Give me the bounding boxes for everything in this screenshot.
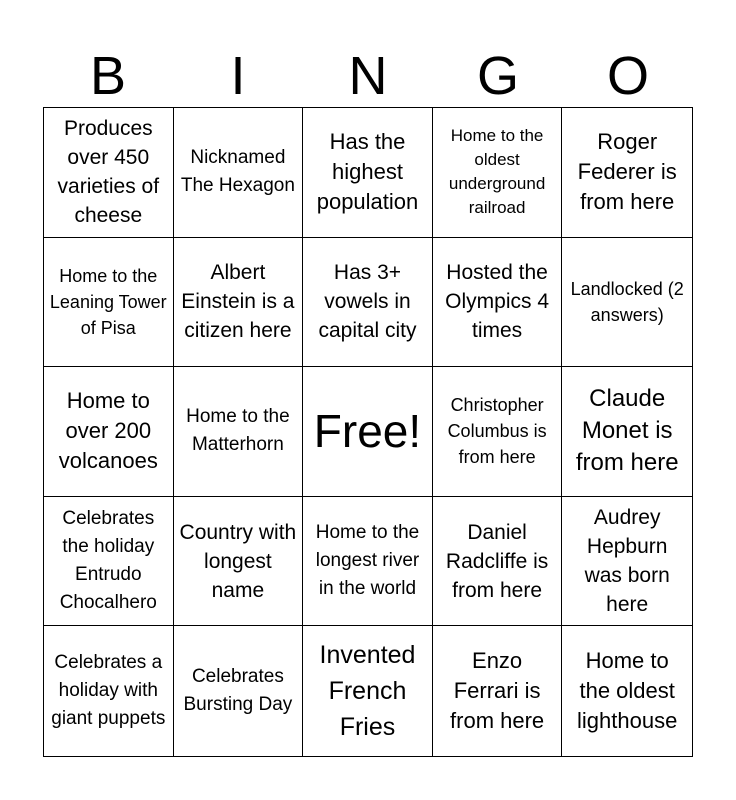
bingo-cell[interactable] [433,238,563,368]
bingo-cell-text: Has 3+ vowels in capital city [318,261,417,343]
bingo-cell[interactable] [433,108,563,238]
bingo-cell[interactable] [562,497,692,627]
bingo-cell-text: Has the highest population [316,129,419,215]
bingo-cell[interactable] [44,626,174,756]
bingo-cell-text: Daniel Radcliffe is from here [445,520,549,602]
bingo-cell[interactable] [303,238,433,368]
bingo-cell-text: Landlocked (2 answers) [570,278,684,325]
bingo-cell-text: Celebrates a holiday with giant puppets [51,652,166,730]
bingo-cell-text: Roger Federer is from here [577,129,677,215]
bingo-cell[interactable] [433,497,563,627]
bingo-cell[interactable] [562,108,692,238]
free-space[interactable] [303,367,433,497]
bingo-cell[interactable] [44,238,174,368]
header-letter-g: G [476,46,519,106]
bingo-cell-text: Nicknamed The Hexagon [180,147,295,197]
bingo-cell[interactable] [174,497,304,627]
bingo-cell[interactable] [174,626,304,756]
bingo-cell-text: Produces over 450 varieties of cheese [57,117,160,228]
bingo-cell-text: Country with longest name [179,520,297,602]
bingo-cell[interactable] [433,626,563,756]
header-letter-i: I [230,46,246,106]
bingo-cell[interactable] [174,367,304,497]
bingo-cell[interactable] [174,238,304,368]
bingo-cell[interactable] [303,108,433,238]
bingo-cell-text: Home to the longest river in the world [315,522,420,600]
header-letter-o: O [606,46,649,106]
bingo-cell[interactable] [44,108,174,238]
bingo-cell-text: Home to the oldest underground railroad [448,126,546,218]
bingo-cell[interactable] [303,626,433,756]
bingo-cell-text: Audrey Hepburn was born here [584,506,670,617]
bingo-cell-text: Celebrates the holiday Entrudo Chocalhero [59,508,157,614]
bingo-cell[interactable] [44,367,174,497]
bingo-cell-text: Hosted the Olympics 4 times [445,261,550,343]
bingo-cell[interactable] [433,367,563,497]
bingo-cell-text: Celebrates Bursting Day [183,666,293,716]
bingo-cell[interactable] [562,238,692,368]
bingo-cell-text: Invented French Fries [319,641,416,742]
bingo-cell-text: Home to the Leaning Tower of Pisa [49,265,167,338]
bingo-cell[interactable] [303,497,433,627]
bingo-cell-text: Christopher Columbus is from here [447,395,547,468]
bingo-cell-text: Enzo Ferrari is from here [450,648,545,734]
bingo-cell[interactable] [174,108,304,238]
bingo-header [43,44,693,108]
free-space-text: Free! [313,405,422,458]
bingo-board [43,107,693,757]
bingo-cell-text: Home to over 200 volcanoes [58,388,158,474]
bingo-cell-text: Claude Monet is from here [575,385,679,477]
bingo-cell[interactable] [562,626,692,756]
header-letter-n: N [348,46,388,106]
bingo-cell[interactable] [562,367,692,497]
bingo-cell-text: Home to the oldest lighthouse [577,648,678,734]
bingo-cell[interactable] [44,497,174,627]
bingo-cell-text: Home to the Matterhorn [186,406,290,456]
bingo-cell-text: Albert Einstein is a citizen here [181,261,295,343]
header-letter-b: B [89,46,127,106]
